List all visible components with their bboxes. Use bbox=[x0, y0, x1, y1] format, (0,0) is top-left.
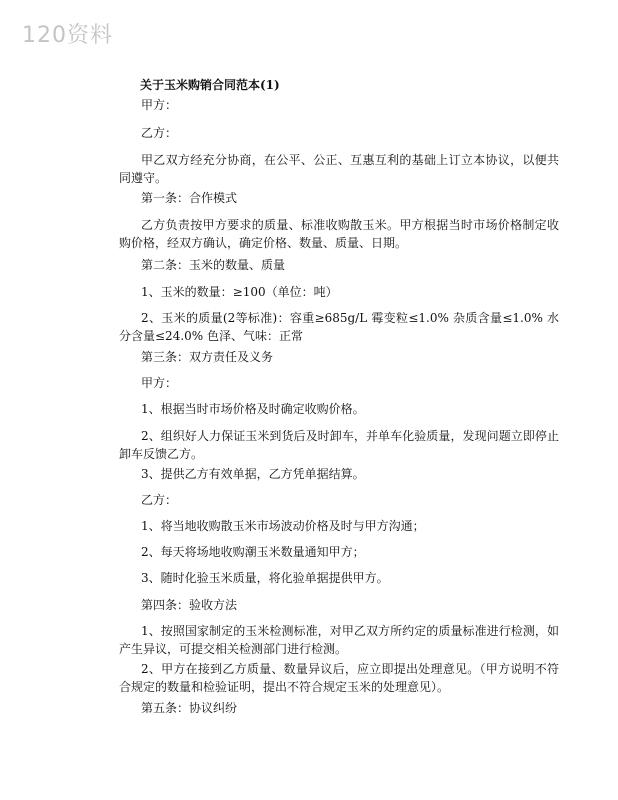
document-title: 关于玉米购销合同范本(1) bbox=[140, 78, 280, 92]
paragraph-party-a: 甲方： bbox=[141, 98, 178, 112]
paragraph-a-duty-2: 2、组织好人力保证玉米到货后及时卸车，并单车化验质量，发现问题立即停止卸车反馈乙方。 bbox=[119, 429, 559, 461]
paragraph-party-b: 乙方： bbox=[141, 126, 178, 140]
paragraph-quality: 2、玉米的质量(2等标准)：容重≥685g/L 霉变粒≤1.0% 杂质含量≤1.0% 水分含量≤24.0% 色泽、气味：正常 bbox=[119, 311, 559, 343]
paragraph-article-1-body: 乙方负责按甲方要求的质量、标准收购散玉米。甲方根据当时市场价格制定收购价格，经双方确认，确定价格、数量、质量、日期。 bbox=[119, 218, 559, 250]
paragraph-preamble: 甲乙双方经充分协商，在公平、公正、互惠互利的基础上订立本协议，以便共同遵守。 bbox=[119, 153, 559, 185]
heading-article-4: 第四条：验收方法 bbox=[141, 598, 238, 612]
paragraph-party-a-duties: 甲方： bbox=[141, 376, 178, 390]
paragraph-party-b-duties: 乙方： bbox=[141, 493, 178, 507]
paragraph-b-duty-2: 2、每天将场地收购潮玉米数量通知甲方； bbox=[141, 545, 365, 559]
paragraph-quantity: 1、玉米的数量：≥100（单位：吨） bbox=[141, 285, 338, 299]
paragraph-inspection-1: 1、按照国家制定的玉米检测标准，对甲乙双方所约定的质量标准进行检测，如产生异议，可提交相关检测部门进行检测。 bbox=[119, 624, 559, 656]
paragraph-b-duty-1: 1、将当地收购散玉米市场波动价格及时与甲方沟通； bbox=[141, 519, 425, 533]
paragraph-inspection-2: 2、甲方在接到乙方质量、数量异议后，应立即提出处理意见。（甲方说明不符合规定的数量和检验证明，提出不符合规定玉米的处理意见）。 bbox=[119, 662, 559, 694]
paragraph-a-duty-1: 1、根据当时市场价格及时确定收购价格。 bbox=[141, 402, 365, 416]
heading-article-2: 第二条：玉米的数量、质量 bbox=[141, 258, 286, 272]
heading-article-5: 第五条：协议纠纷 bbox=[141, 701, 238, 715]
paragraph-b-duty-3: 3、随时化验玉米质量，将化验单据提供甲方。 bbox=[141, 571, 389, 585]
watermark-logo: 120资料 bbox=[22, 23, 113, 48]
heading-article-1: 第一条：合作模式 bbox=[141, 191, 238, 205]
heading-article-3: 第三条：双方责任及义务 bbox=[141, 350, 274, 364]
paragraph-a-duty-3: 3、提供乙方有效单据，乙方凭单据结算。 bbox=[141, 467, 365, 481]
